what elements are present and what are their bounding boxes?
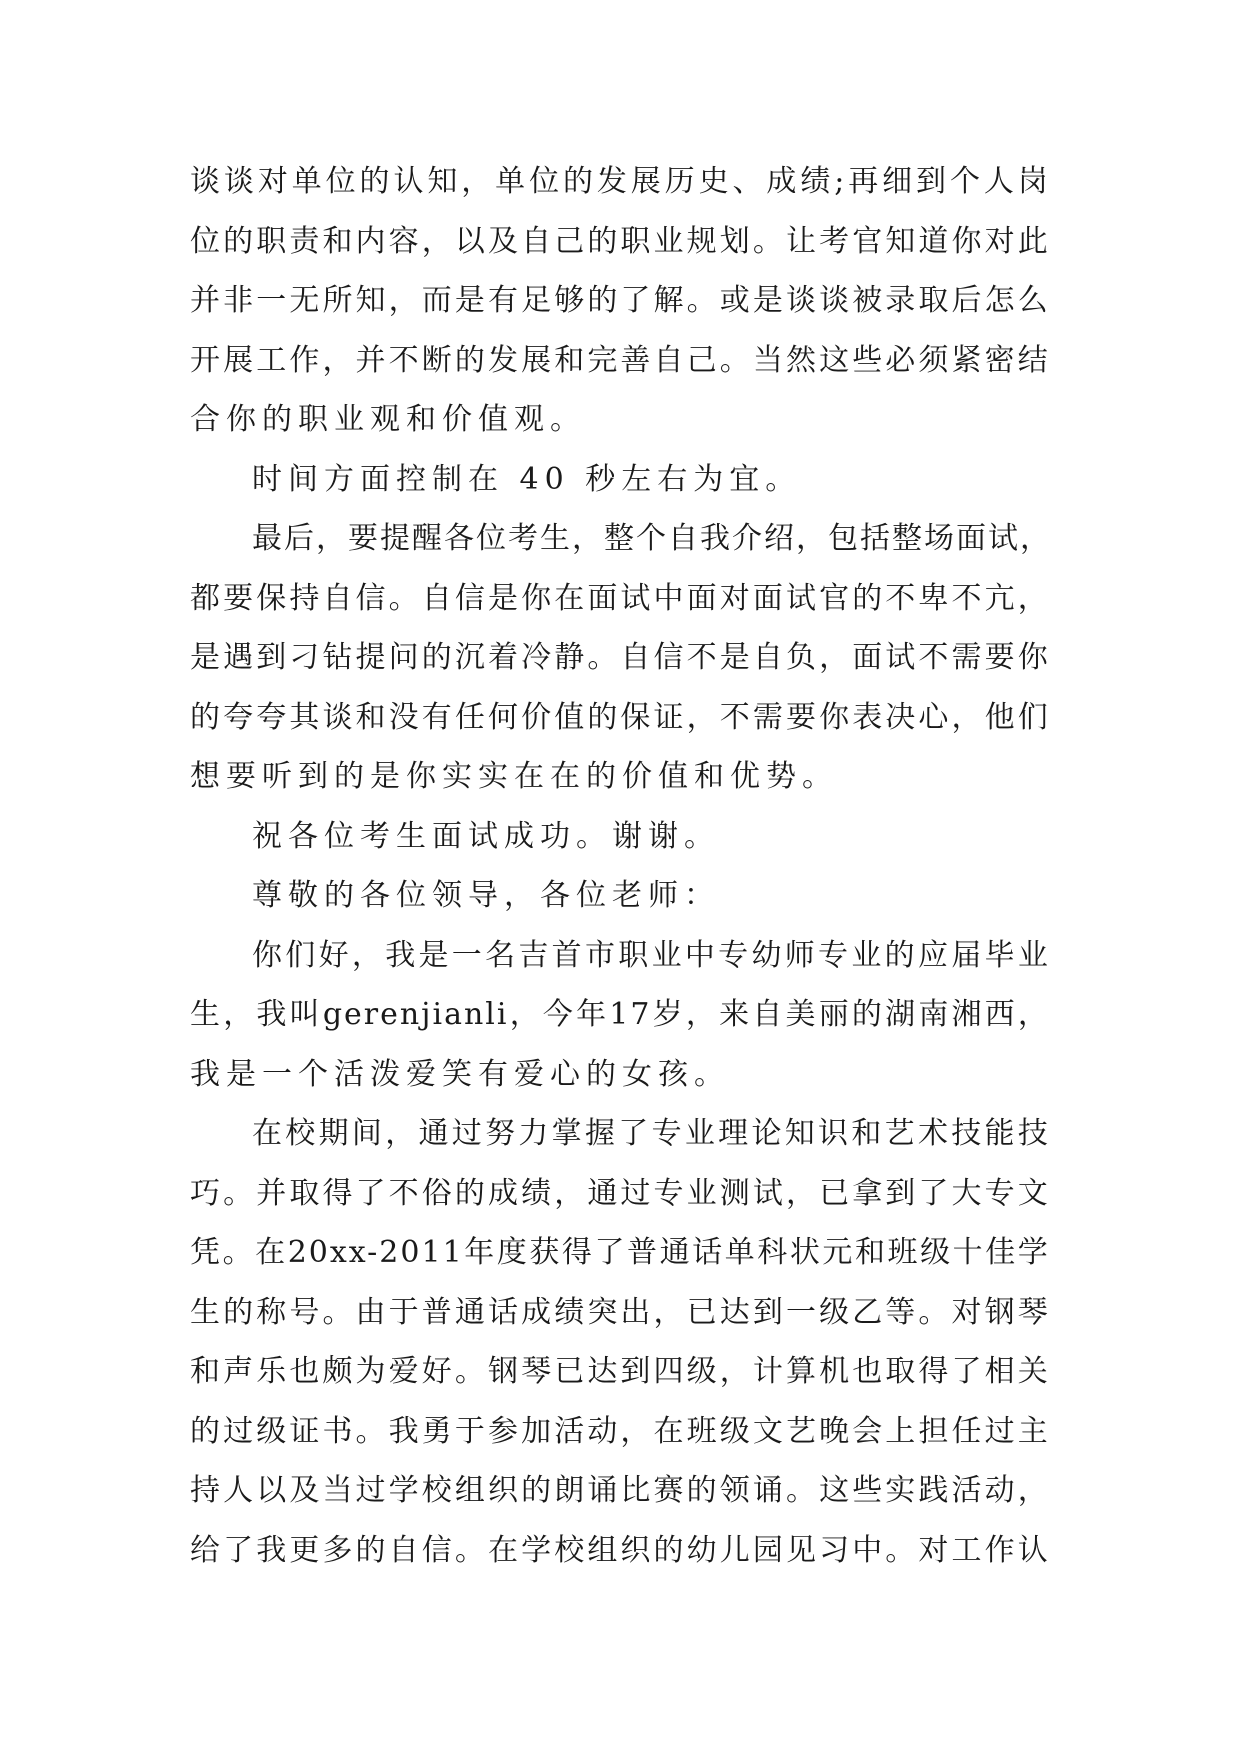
document-body [190, 152, 1050, 1580]
text-line: 持 人 以 及 当 过 学 校 组 织 的 朗 诵 比 赛 的 领 诵 。 这 些 实 践 活 动 ， [190, 1473, 1050, 1508]
text-line: 的 过 级 证 书 。 我 勇 于 参 加 活 动 ， 在 班 级 文 艺 晚 会 上 担 任 过 主 [190, 1413, 1050, 1449]
text-line: 最 后 ， 要 提 醒 各 位 考 生 ， 整 个 自 我 介 绍 ， 包 括 整 场 面 试 ， [252, 521, 1052, 556]
text-line: 生 的 称 号 。 由 于 普 通 话 成 绩 突 出 ， 已 达 到 一 级 乙 等 。 对 钢 琴 [190, 1294, 1050, 1330]
text-line: 生 ， 我 叫 gerenjianli ， 今 年 17 岁 ， 来 自 美 丽 的 湖 南 湘 西 ， [190, 997, 1050, 1032]
text-line: 谈 谈 对 单 位 的 认 知 ， 单 位 的 发 展 历 史 、 成 绩 ; 再 细 到 个 人 岗 [190, 164, 1050, 199]
text-line: 尊敬的各位领导，各位老师： [252, 878, 720, 913]
text-line: 巧 。 并 取 得 了 不 俗 的 成 绩 ， 通 过 专 业 测 试 ， 已 拿 到 了 大 专 文 [190, 1175, 1050, 1211]
text-line: 是 遇 到 刁 钻 提 问 的 沉 着 冷 静 。 自 信 不 是 自 负 ， 面 试 不 需 要 你 [190, 640, 1050, 675]
text-line: 位 的 职 责 和 内 容 ， 以 及 自 己 的 职 业 规 划 。 让 考 官 知 道 你 对 此 [190, 223, 1050, 259]
text-line: 都 要 保 持 自 信 。 自 信 是 你 在 面 试 中 面 对 面 试 官 的 不 卑 不 亢 ， [190, 580, 1050, 616]
text-line: 我是一个活泼爱笑有爱心的女孩。 [190, 1056, 730, 1092]
text-line: 的 夸 夸 其 谈 和 没 有 任 何 价 值 的 保 证 ， 不 需 要 你 表 决 心 ， 他 们 [190, 699, 1050, 735]
text-line: 祝各位考生面试成功。谢谢。 [252, 818, 720, 854]
text-line: 并 非 一 无 所 知 ， 而 是 有 足 够 的 了 解 。 或 是 谈 谈 被 录 取 后 怎 么 [190, 283, 1050, 318]
text-line: 给 了 我 更 多 的 自 信 。 在 学 校 组 织 的 幼 儿 园 见 习 中 。 对 工 作 认 [190, 1532, 1050, 1568]
text-line: 在 校 期 间 ， 通 过 努 力 掌 握 了 专 业 理 论 知 识 和 艺 术 技 能 技 [252, 1116, 1050, 1151]
text-line: 开 展 工 作 ， 并 不 断 的 发 展 和 完 善 自 己 。 当 然 这 些 必 须 紧 密 结 [190, 342, 1050, 378]
text-line: 凭 。 在 20xx-2011 年 度 获 得 了 普 通 话 单 科 状 元 和 班 级 十 佳 学 [190, 1235, 1050, 1270]
text-line: 你 们 好 ， 我 是 一 名 吉 首 市 职 业 中 专 幼 师 专 业 的 应 届 毕 业 [252, 937, 1050, 973]
text-line: 想要听到的是你实实在在的价值和优势。 [190, 759, 838, 794]
text-line: 合你的职业观和价值观。 [190, 402, 586, 437]
text-line: 和 声 乐 也 颇 为 爱 好 。 钢 琴 已 达 到 四 级 ， 计 算 机 也 取 得 了 相 关 [190, 1354, 1050, 1389]
text-line: 时间方面控制在 40 秒左右为宜。 [252, 461, 802, 497]
